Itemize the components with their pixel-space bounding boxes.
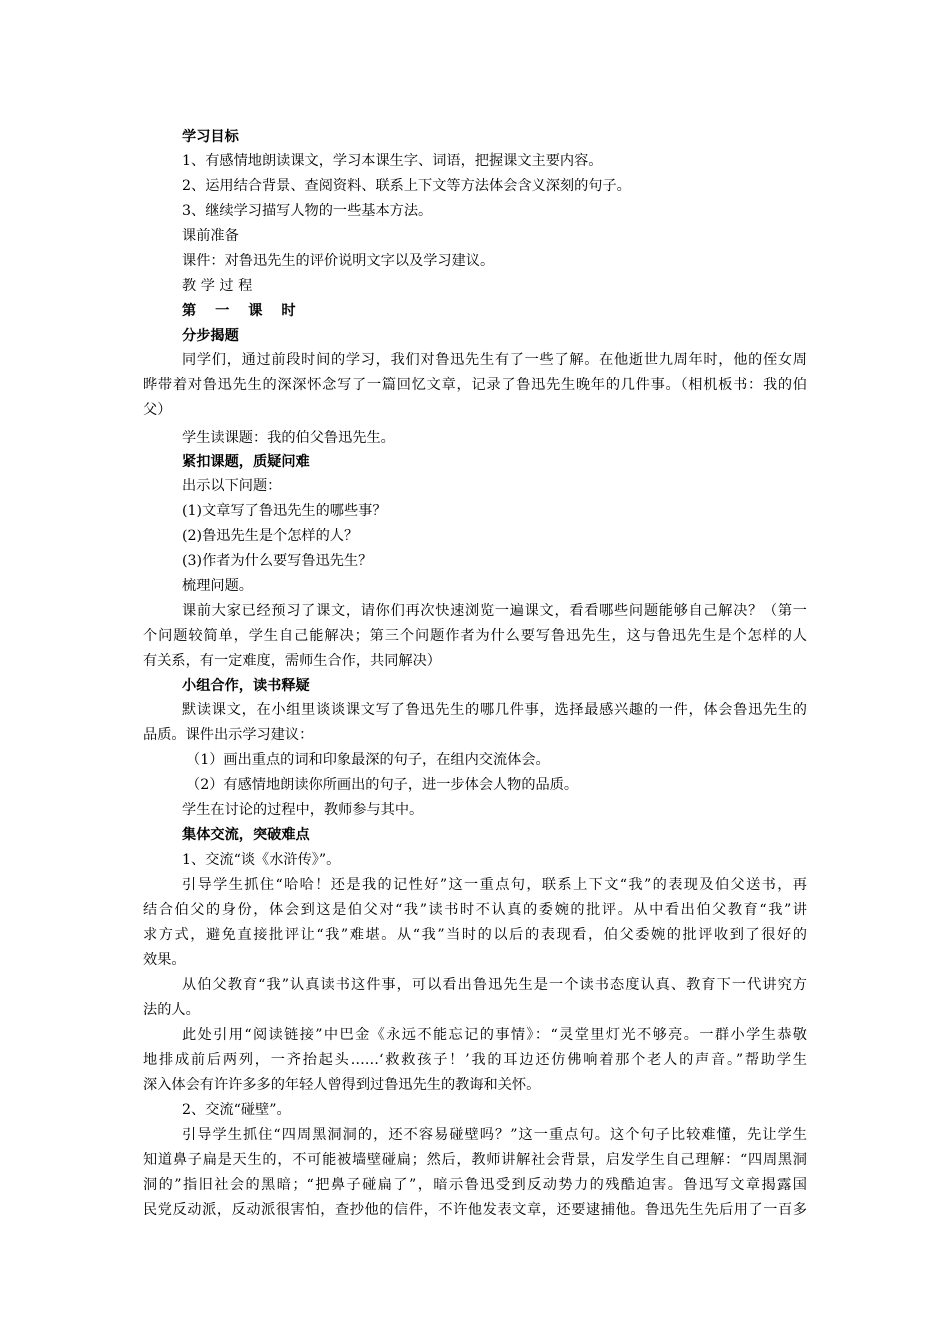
paragraph-3-line-1: 课前大家已经预习了课文，请你们再次快速浏览一遍课文，看看哪些问题能够自己解决？（第一 xyxy=(182,603,807,619)
paragraph-8-line-3: 深入体会有许许多多的年轻人曾得到过鲁迅先生的教诲和关怀。 xyxy=(143,1077,541,1093)
heading-section-1: 分步揭题 xyxy=(182,328,239,344)
question-2: (2)鲁迅先生是个怎样的人？ xyxy=(182,528,359,544)
paragraph-9-line-4: 民党反动派，反动派很害怕，查抄他的信件，不许他发表文章，还要逮捕他。鲁迅先生先后用了一百多 xyxy=(143,1202,807,1218)
heading-section-2: 紧扣课题，质疑问难 xyxy=(182,454,310,470)
sort-questions: 梳理问题。 xyxy=(182,578,253,594)
paragraph-1-line-3: 父） xyxy=(143,402,172,418)
goal-2: 2、运用结合背景、查阅资料、联系上下文等方法体会含义深刻的句子。 xyxy=(182,178,631,194)
paragraph-7-line-1: 从伯父教育“我”认真读书这件事，可以看出鲁迅先生是一个读书态度认真、教育下一代讲究方 xyxy=(182,977,807,993)
paragraph-6-line-4: 效果。 xyxy=(143,952,186,968)
paragraph-9-line-1: 引导学生抓住“四周黑洞洞的，还不容易碰壁吗？”这一重点句。这个句子比较难懂，先让学生 xyxy=(182,1127,807,1143)
paragraph-4-line-1: 默读课文，在小组里谈谈课文写了鲁迅先生的哪几件事，选择最感兴趣的一件，体会鲁迅先生的 xyxy=(182,702,807,718)
paragraph-9-line-3: 洞的”指旧社会的黑暗；“把鼻子碰扁了”，暗示鲁迅受到反动势力的残酷迫害。鲁迅写文章揭露国 xyxy=(143,1177,807,1193)
heading-section-3: 小组合作，读书释疑 xyxy=(182,678,310,694)
goal-1: 1、有感情地朗读课文，学习本课生字、词语，把握课文主要内容。 xyxy=(182,153,603,169)
heading-learning-goals: 学习目标 xyxy=(182,129,239,145)
show-questions: 出示以下问题： xyxy=(182,478,282,494)
paragraph-3-line-3: 有关系，有一定难度，需师生合作，共同解决） xyxy=(143,653,441,669)
paragraph-6-line-3: 求方式，避免直接批评让“我”难堪。从“我”当时的以后的表现看，伯父委婉的批评收到了很好的 xyxy=(143,927,807,943)
paragraph-2: 学生读课题：我的伯父鲁迅先生。 xyxy=(182,430,395,446)
topic-2: 2、交流“碰壁”。 xyxy=(182,1102,291,1118)
heading-teaching-process: 教 学 过 程 xyxy=(182,278,253,294)
preparation-text: 课件：对鲁迅先生的评价说明文字以及学习建议。 xyxy=(182,253,495,269)
paragraph-9-line-2: 知道鼻子扁是天生的，不可能被墙壁碰扁；然后，教师讲解社会背景，启发学生自己理解：“四周黑洞 xyxy=(143,1152,807,1168)
paragraph-4-line-2: 品质。课件出示学习建议： xyxy=(143,727,314,743)
paragraph-7-line-2: 法的人。 xyxy=(143,1002,200,1018)
heading-section-4: 集体交流，突破难点 xyxy=(182,827,310,843)
question-1: (1)文章写了鲁迅先生的哪些事？ xyxy=(182,503,387,519)
paragraph-6-line-1: 引导学生抓住“哈哈！还是我的记性好”这一重点句，联系上下文“我”的表现及伯父送书，再 xyxy=(182,877,807,893)
topic-1: 1、交流“谈《水浒传》”。 xyxy=(182,852,341,868)
paragraph-5: 学生在讨论的过程中，教师参与其中。 xyxy=(182,802,424,818)
paragraph-8-line-1: 此处引用“阅读链接”中巴金《永远不能忘记的事情》：“灵堂里灯光不够亮。一群小学生恭敬 xyxy=(182,1027,807,1043)
paragraph-8-line-2: 地排成前后两列，一齐抬起头……‘救救孩子！’我的耳边还仿佛响着那个老人的声音。”帮助学生 xyxy=(143,1052,807,1068)
goal-3: 3、继续学习描写人物的一些基本方法。 xyxy=(182,203,433,219)
paragraph-1-line-2: 晔带着对鲁迅先生的深深怀念写了一篇回忆文章，记录了鲁迅先生晚年的几件事。（相机板书：我的伯 xyxy=(143,377,807,393)
paragraph-6-line-2: 结合伯父的身份，体会到这是伯父对“我”读书时不认真的委婉的批评。从中看出伯父教育“我”讲 xyxy=(143,902,807,918)
suggestion-2: （2）有感情地朗读你所画出的句子，进一步体会人物的品质。 xyxy=(186,777,579,793)
heading-preparation: 课前准备 xyxy=(182,228,239,244)
question-3: (3)作者为什么要写鲁迅先生？ xyxy=(182,553,373,569)
paragraph-3-line-2: 个问题较简单，学生自己能解决；第三个问题作者为什么要写鲁迅先生，这与鲁迅先生是个怎样的人 xyxy=(143,628,807,644)
paragraph-1-line-1: 同学们，通过前段时间的学习，我们对鲁迅先生有了一些了解。在他逝世九周年时，他的侄女周 xyxy=(182,352,807,368)
heading-first-lesson: 第 一 课 时 xyxy=(182,303,296,319)
suggestion-1: （1）画出重点的词和印象最深的句子，在组内交流体会。 xyxy=(186,752,550,768)
